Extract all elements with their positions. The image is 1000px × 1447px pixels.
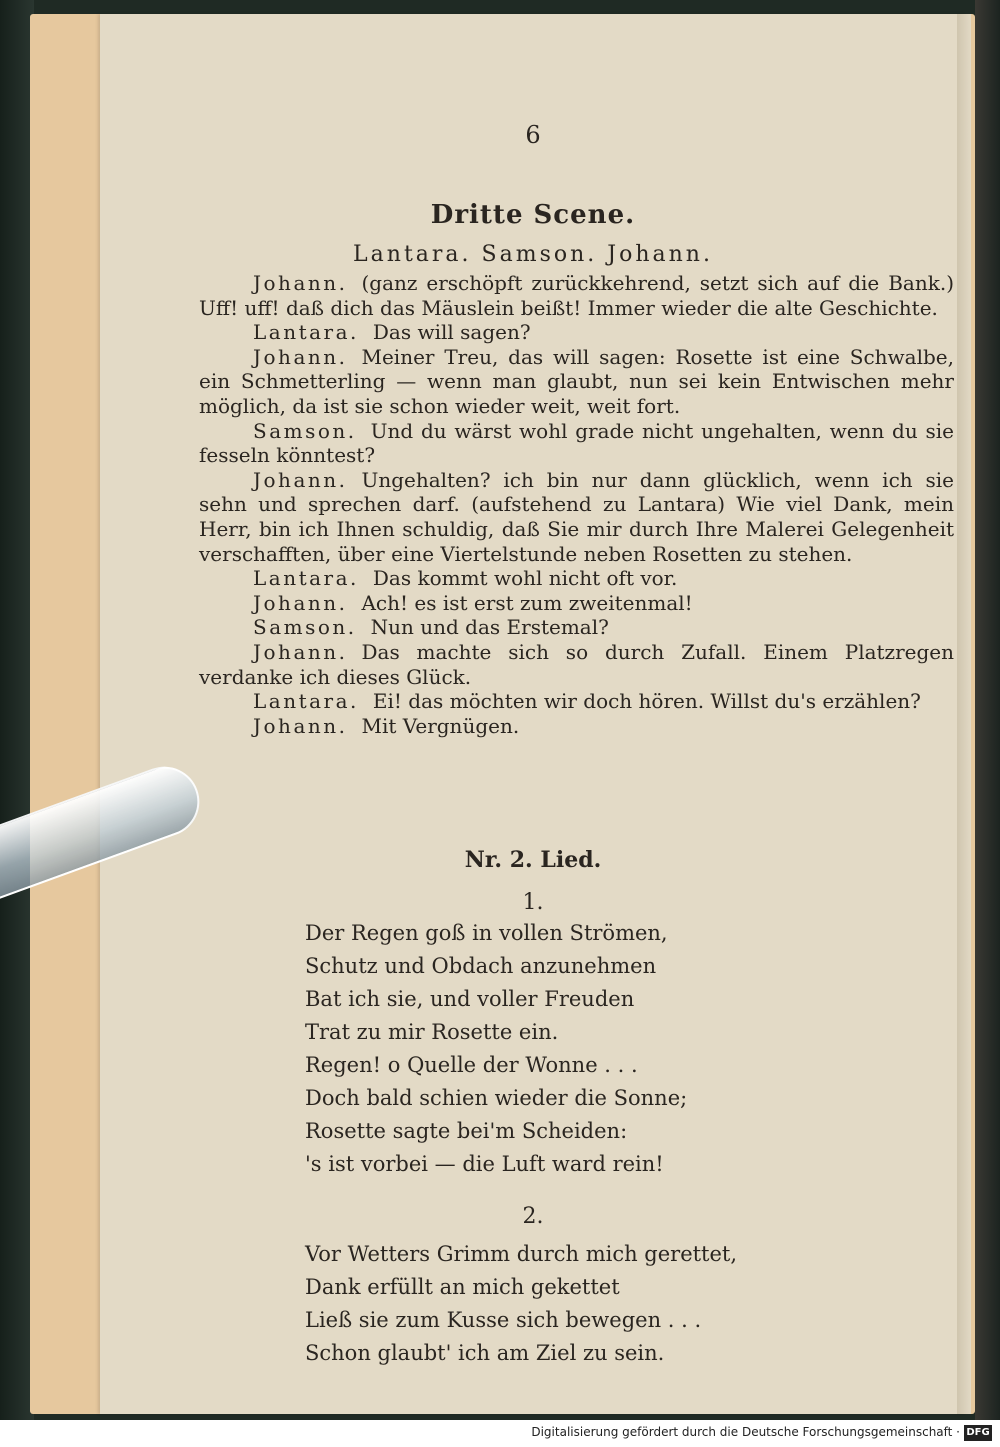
- verse-line: Dank erfüllt an mich gekettet: [305, 1275, 620, 1299]
- dialogue-text: Das machte sich so durch Zufall. Einem Platzregen verdanke ich dieses Glück.: [199, 639, 954, 689]
- speaker: Lantara.: [253, 320, 359, 345]
- verse: [305, 1238, 865, 1370]
- dialogue-text: Meiner Treu, das will sagen: Rosette ist eine Schwalbe, ein Schmetterling — wenn man glaubt, nun sei kein Entwischen mehr möglich, da ist sie schon wieder weit, weit fort.: [199, 344, 954, 418]
- speaker: Johann.: [253, 713, 348, 738]
- dialogue-text: Das kommt wohl nicht oft vor.: [372, 566, 678, 591]
- dialogue-line: [199, 689, 954, 714]
- verse-number: 1.: [522, 890, 544, 915]
- dialogue-line: [199, 566, 954, 591]
- speaker: Johann.: [253, 344, 348, 369]
- dialogue-text: Nun und das Erstemal?: [370, 615, 609, 640]
- scene-title: Dritte Scene.: [430, 200, 636, 230]
- dialogue-line: [199, 468, 954, 566]
- dialogue-line: [199, 345, 954, 419]
- dialogue-line: [199, 714, 954, 739]
- background-right: [975, 0, 1000, 1420]
- dialogue-line: [199, 591, 954, 616]
- dialogue-text: Und du wärst wohl grade nicht ungehalten, wenn du sie fesseln könntest?: [199, 418, 954, 468]
- page-number: 6: [525, 121, 541, 149]
- speaker: Johann.: [253, 639, 348, 664]
- dialogue-text: Mit Vergnügen.: [361, 713, 520, 738]
- verse-line: Rosette sagte bei'm Scheiden:: [305, 1119, 628, 1143]
- speaker: Johann.: [253, 590, 348, 615]
- footer-credit: Digitalisierung gefördert durch die Deutsche Forschungsgemeinschaft ·: [531, 1425, 960, 1439]
- verse-line: Doch bald schien wieder die Sonne;: [305, 1086, 688, 1110]
- background-left: [0, 0, 34, 1420]
- verse-line: Regen! o Quelle der Wonne . . .: [305, 1053, 638, 1077]
- speaker: Samson.: [253, 615, 357, 640]
- verse-line: Vor Wetters Grimm durch mich gerettet,: [305, 1242, 738, 1266]
- dialogue-text: (ganz erschöpft zurückkehrend, setzt sich auf die Bank.) Uff! uff! daß dich das Mäuslein beißt! Immer wieder die alte Geschichte.: [199, 271, 954, 320]
- verse-line: Bat ich sie, und voller Freuden: [305, 987, 635, 1011]
- speaker: Johann.: [253, 271, 348, 295]
- dialogue-line: [199, 320, 954, 345]
- page-edge: [957, 14, 971, 1414]
- verse: [305, 917, 865, 1181]
- verse-line: Schutz und Obdach anzunehmen: [305, 954, 657, 978]
- speaker: Lantara.: [253, 566, 359, 591]
- dialogue-text: Ungehalten? ich bin nur dann glücklich, wenn ich sie sehn und sprechen darf. (aufstehend zu Lantara) Wie viel Dank, mein Herr, bin ich Ihnen schuldig, daß Sie mir durch Ihre Malerei Gelegenheit verschafften, über eine Viertelstunde neben Rosetten zu stehen.: [199, 467, 954, 566]
- dialogue-text: Ach! es ist erst zum zweitenmal!: [361, 590, 693, 615]
- dialogue-line: [199, 615, 954, 640]
- dialogue-line: [199, 419, 954, 468]
- dialogue-line: [199, 640, 954, 689]
- book-page: [100, 14, 966, 1414]
- footer: [0, 1420, 1000, 1447]
- cast-list: Lantara. Samson. Johann.: [353, 242, 713, 267]
- speaker: Samson.: [253, 418, 357, 443]
- verse-line: Trat zu mir Rosette ein.: [305, 1020, 559, 1044]
- dialogue-text: Das will sagen?: [372, 320, 531, 345]
- speaker: Lantara.: [253, 689, 359, 714]
- dialogue-text: Ei! das möchten wir doch hören. Willst du's erzählen?: [372, 689, 921, 714]
- dfg-logo: DFG: [964, 1425, 992, 1441]
- dialogue-line: [199, 271, 954, 320]
- song-title: Nr. 2. Lied.: [464, 847, 602, 873]
- page-text: [100, 14, 966, 1414]
- dialogue: [199, 271, 954, 738]
- verse-number: 2.: [522, 1204, 544, 1229]
- verse-line: Schon glaubt' ich am Ziel zu sein.: [305, 1341, 665, 1365]
- verse-line: Ließ sie zum Kusse sich bewegen . . .: [305, 1308, 702, 1332]
- verse-line: Der Regen goß in vollen Strömen,: [305, 921, 668, 945]
- speaker: Johann.: [253, 467, 348, 492]
- verse-line: 's ist vorbei — die Luft ward rein!: [305, 1152, 664, 1176]
